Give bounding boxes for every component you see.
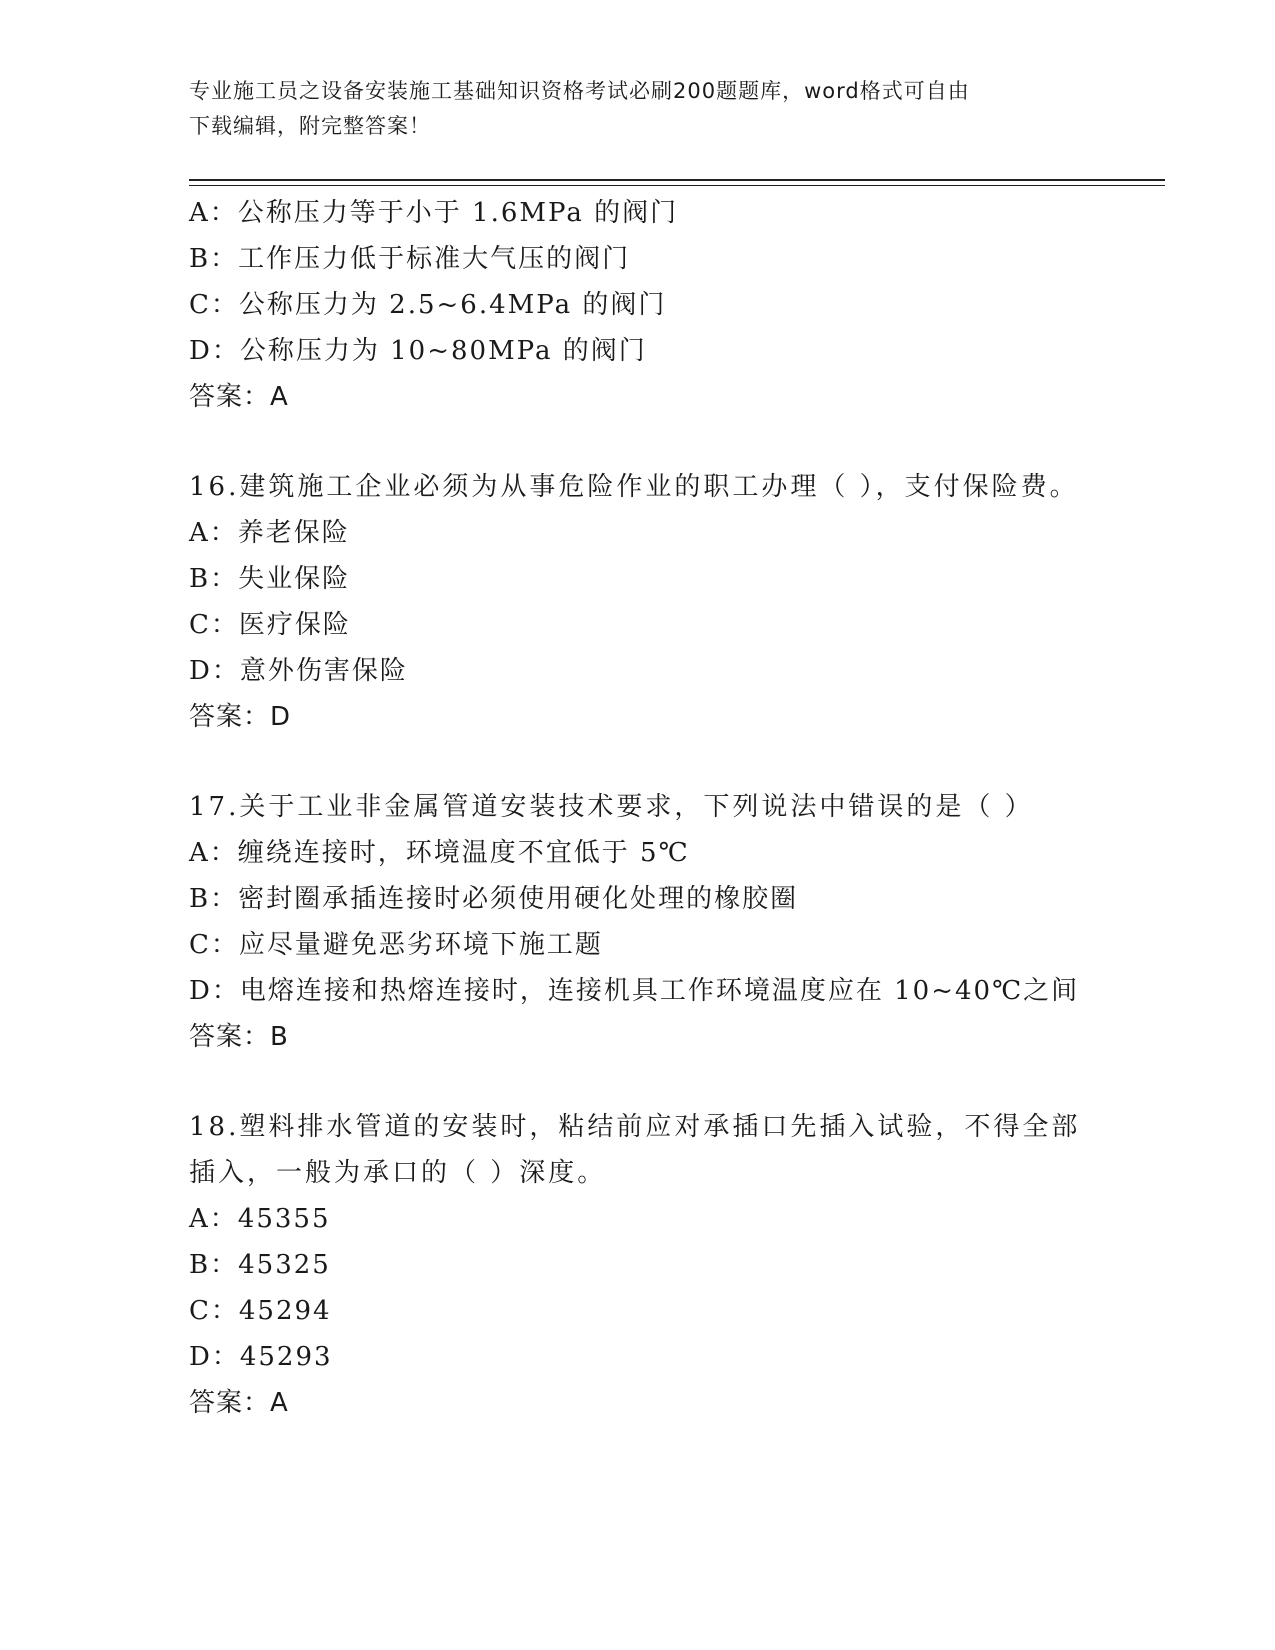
- option-a: A：公称压力等于小于 1.6MPa 的阀门: [189, 198, 679, 228]
- header-divider-thick: [189, 179, 1165, 181]
- answer-line: 答案：A: [189, 382, 289, 412]
- option-a: A：缠绕连接时，环境温度不宜低于 5℃: [189, 838, 690, 868]
- question-block-18: [189, 1104, 1149, 1426]
- option-d: D：45293: [189, 1342, 333, 1372]
- document-header: [189, 74, 1089, 144]
- answer-line: 答案：B: [189, 1022, 289, 1052]
- header-line-1: 专业施工员之设备安装施工基础知识资格考试必刷200题题库，word格式可自由: [189, 79, 970, 103]
- question-text: 17.关于工业非金属管道安装技术要求，下列说法中错误的是（ ）: [189, 792, 1034, 822]
- header-line-2: 下载编辑，附完整答案！: [189, 114, 431, 138]
- answer-line: 答案：D: [189, 702, 292, 732]
- option-b: B：45325: [189, 1250, 331, 1280]
- option-a: A：45355: [189, 1204, 331, 1234]
- option-d: D：公称压力为 10~80MPa 的阀门: [189, 336, 647, 366]
- option-b: B：失业保险: [189, 564, 351, 594]
- question-list: [189, 190, 1149, 1426]
- answer-line: 答案：A: [189, 1388, 289, 1418]
- option-c: C：45294: [189, 1296, 332, 1326]
- option-c: C：应尽量避免恶劣环境下施工题: [189, 930, 603, 960]
- option-d: D：意外伤害保险: [189, 656, 408, 686]
- question-block-17: [189, 784, 1149, 1060]
- option-b: B：工作压力低于标准大气压的阀门: [189, 244, 631, 274]
- header-divider-thin: [189, 185, 1165, 186]
- question-block-15: [189, 190, 1149, 420]
- question-block-16: [189, 464, 1149, 740]
- option-c: C：医疗保险: [189, 610, 351, 640]
- question-text: 18.塑料排水管道的安装时，粘结前应对承插口先插入试验，不得全部插入，一般为承口的（ ）深度。: [189, 1112, 1081, 1188]
- option-a: A：养老保险: [189, 518, 350, 548]
- question-text: 16.建筑施工企业必须为从事危险作业的职工办理（ ），支付保险费。: [189, 472, 1079, 502]
- option-b: B：密封圈承插连接时必须使用硬化处理的橡胶圈: [189, 884, 799, 914]
- option-c: C：公称压力为 2.5~6.4MPa 的阀门: [189, 290, 667, 320]
- option-d: D：电熔连接和热熔连接时，连接机具工作环境温度应在 10~40℃之间: [189, 976, 1080, 1006]
